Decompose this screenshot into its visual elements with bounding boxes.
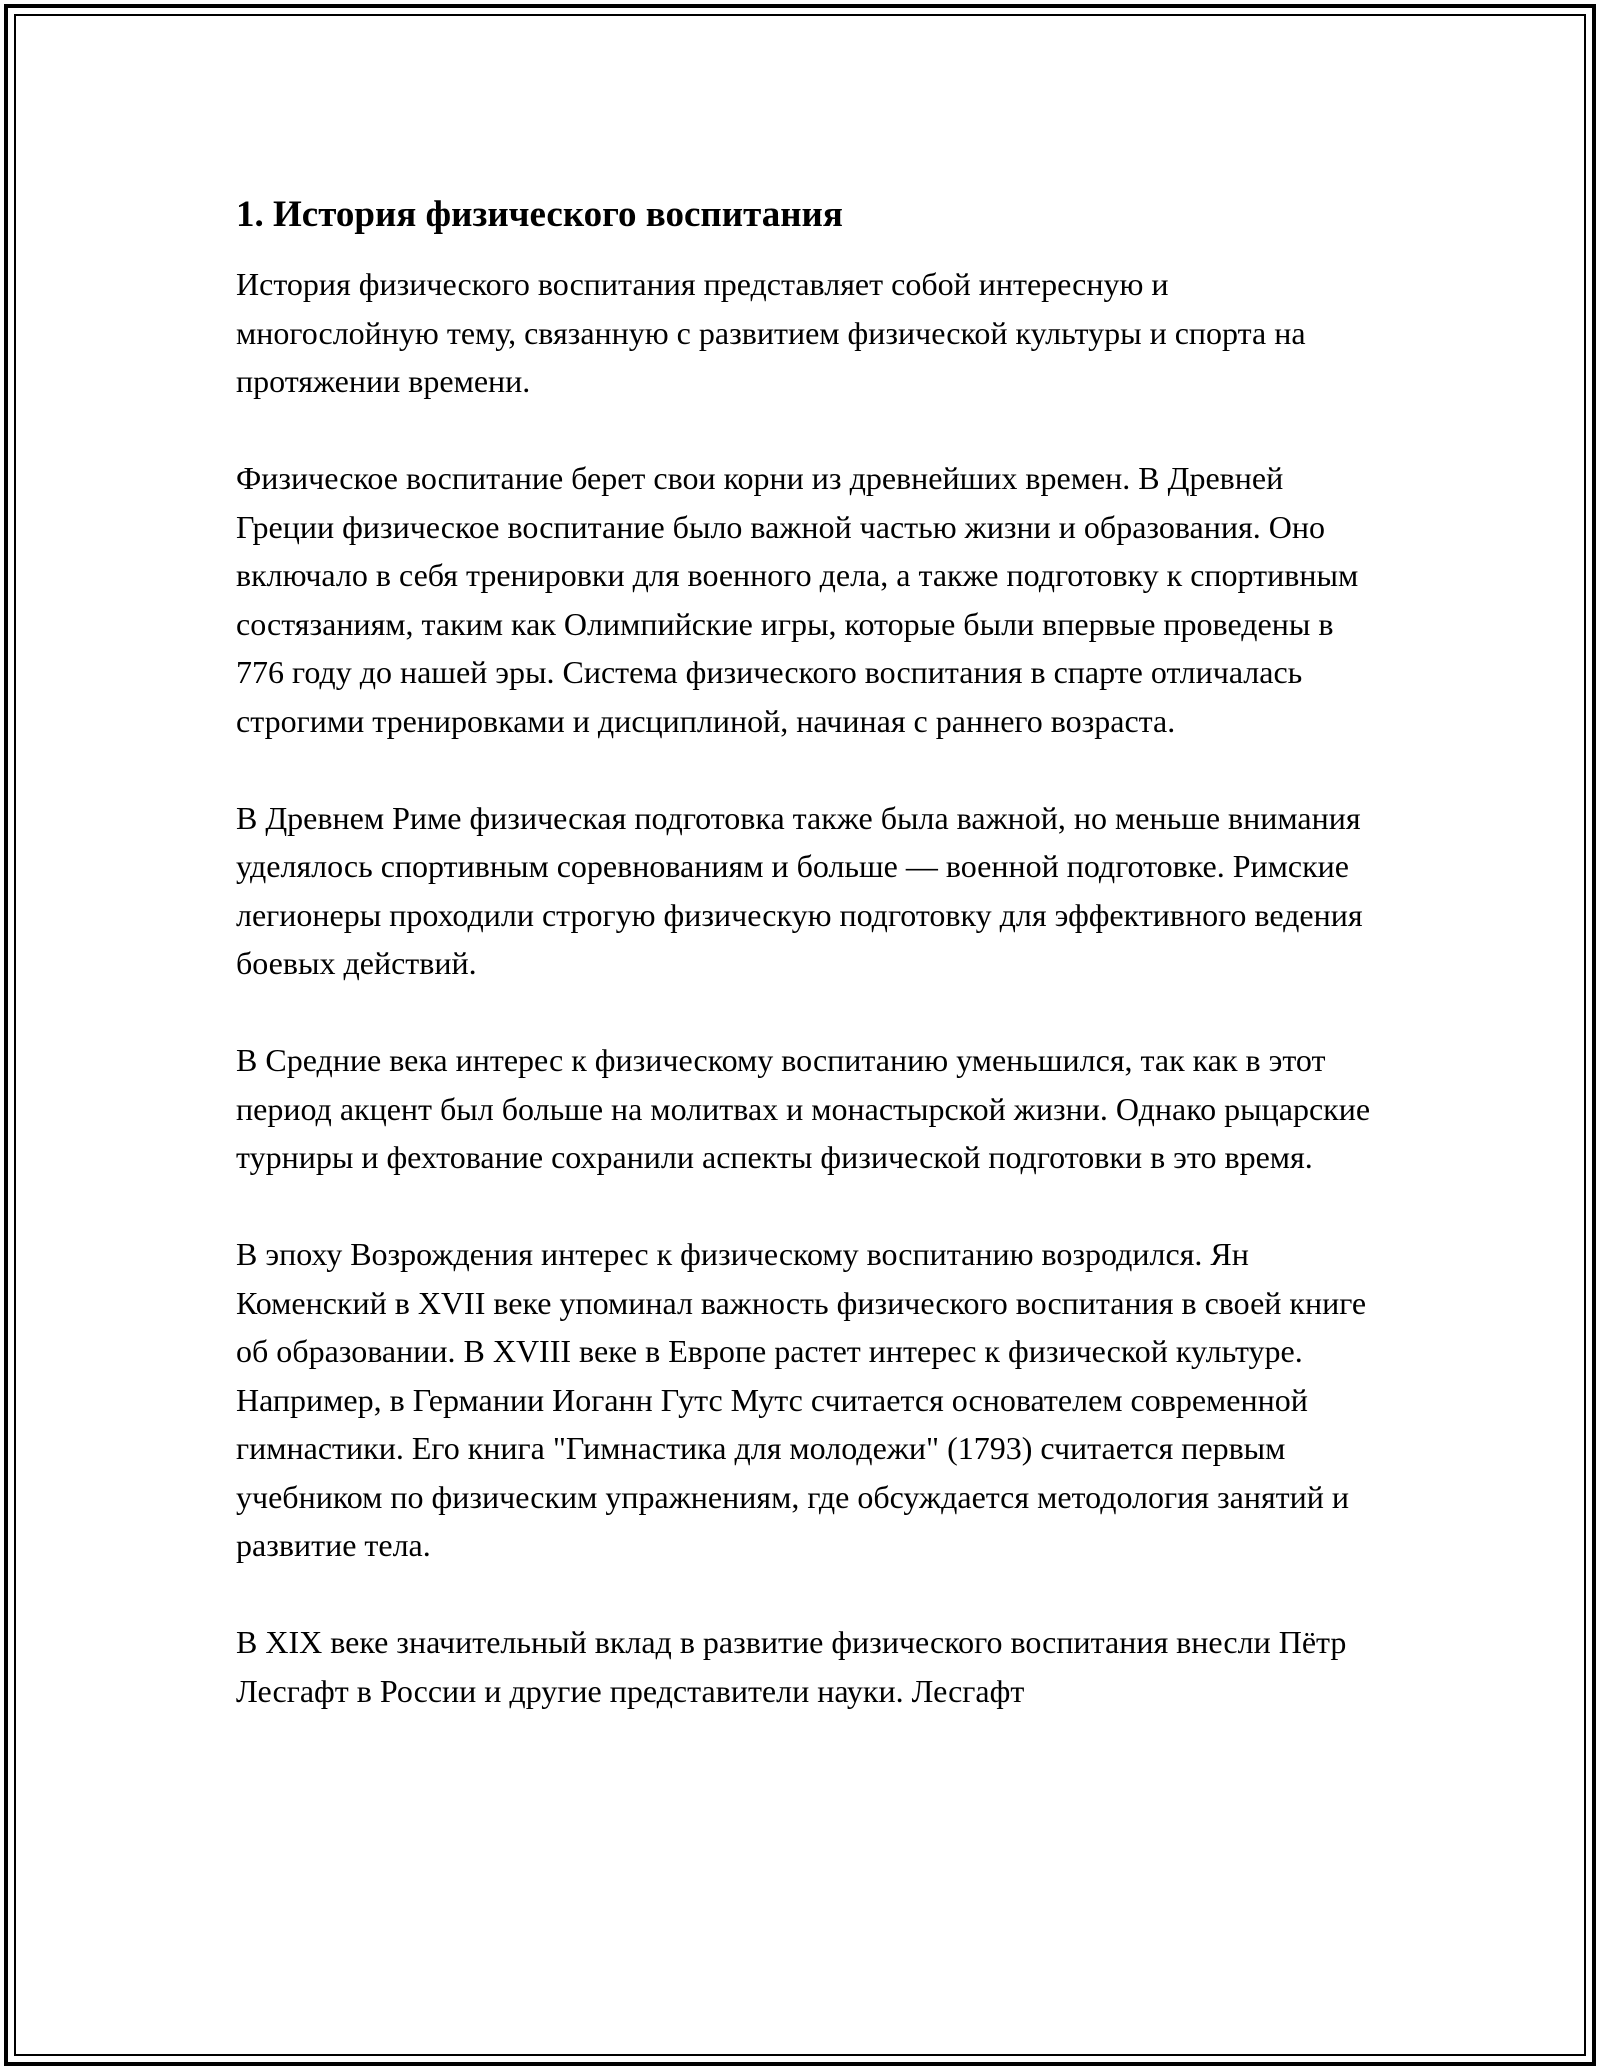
paragraph-intro: История физического воспитания представляет собой интересную и многослойную тему, связанную с развитием физической культуры и спорта на протяжении времени. bbox=[236, 266, 1306, 399]
paragraph-renaissance: В эпоху Возрождения интерес к физическому воспитанию возродился. Ян Коменский в XVII веке упоминал важность физического воспитания в своей книге об образовании. В XVIII веке в Европе растет интерес к физической культуре. Например, в Германии Иоганн Гутс Мутс считается основателем современной гимнастики. Его книга "Гимнастика для молодежи" (1793) считается первым учебником по физическим упражнениям, где обсуждается методология занятий и развитие тела. bbox=[236, 1236, 1367, 1563]
paragraph-ancient-greece: Физическое воспитание берет свои корни из древнейших времен. В Древней Греции физическое воспитание было важной частью жизни и образования. Оно включало в себя тренировки для военного дела, а также подготовку к спортивным состязаниям, таким как Олимпийские игры, которые были впервые проведены в 776 году до нашей эры. Система физического воспитания в спарте отличалась строгими тренировками и дисциплиной, начиная с раннего возраста. bbox=[236, 460, 1359, 739]
paragraph-middle-ages: В Средние века интерес к физическому воспитанию уменьшился, так как в этот период акцент был больше на молитвах и монастырской жизни. Однако рыцарские турниры и фехтование сохранили аспекты физической подготовки в это время. bbox=[236, 1042, 1371, 1175]
paragraph-19th-century: В XIX веке значительный вклад в развитие физического воспитания внесли Пётр Лесгафт в России и другие представители науки. Лесгафт bbox=[236, 1624, 1347, 1709]
section-heading: 1. История физического воспитания bbox=[236, 194, 843, 235]
paragraph-ancient-rome: В Древнем Риме физическая подготовка также была важной, но меньше внимания уделялось спортивным соревнованиям и больше — военной подготовке. Римские легионеры проходили строгую физическую подготовку для эффективного ведения боевых действий. bbox=[236, 799, 1363, 981]
document-body bbox=[236, 190, 1376, 1764]
